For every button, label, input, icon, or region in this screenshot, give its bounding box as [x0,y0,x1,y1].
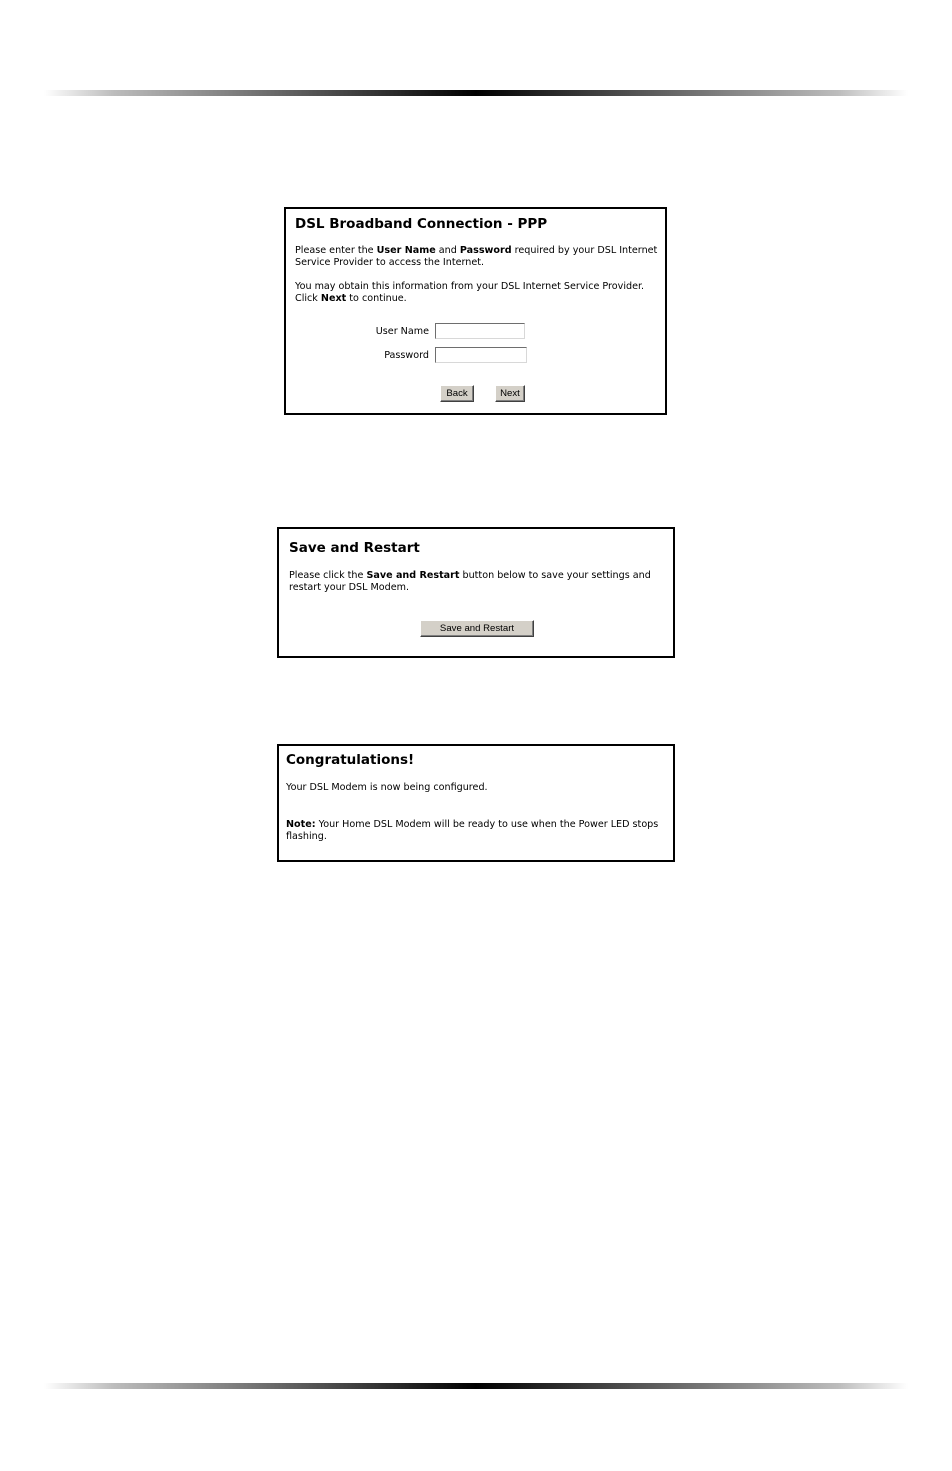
instructions-text [295,245,660,269]
configuring-status-text: Your DSL Modem is now being configured. [286,782,488,793]
password-label: Password [384,350,429,361]
text-run: required by your DSL Internet Service Provider to access the Internet. [295,245,658,268]
congratulations-panel [277,744,675,862]
text-run: You may obtain this information from your DSL Internet Service Provider. Click [295,281,645,304]
panel-title: Congratulations! [286,752,415,768]
text-bold-run: User Name [376,245,436,256]
ppp-connection-panel [284,207,667,415]
panel-title: Save and Restart [289,540,420,556]
text-run: to continue. [346,293,407,304]
obtain-info-text [295,281,660,305]
text-bold-run: Next [320,293,347,304]
save-instructions-text [289,570,664,594]
password-input[interactable] [435,347,527,363]
username-label: User Name [375,326,429,337]
text-run: and [435,245,460,256]
text-bold-run: Password [459,245,512,256]
panel-title: DSL Broadband Connection - PPP [295,216,548,232]
text-run: Please click the [289,570,367,581]
top-divider-rule [44,90,908,96]
text-run: Please enter the [295,245,377,256]
save-restart-panel [277,527,675,658]
text-run: Your Home DSL Modem will be ready to use when the Power LED stops flashing. [286,819,659,842]
next-button[interactable]: Next [495,385,525,402]
note-text [286,819,666,843]
note-label: Note: [286,819,316,830]
text-bold-run: Save and Restart [366,570,460,581]
bottom-divider-rule [44,1383,908,1389]
save-and-restart-button[interactable]: Save and Restart [420,620,534,637]
username-input[interactable] [435,323,525,339]
text-run: button below to save your settings and restart your DSL Modem. [289,570,651,593]
back-button[interactable]: Back [440,385,474,402]
